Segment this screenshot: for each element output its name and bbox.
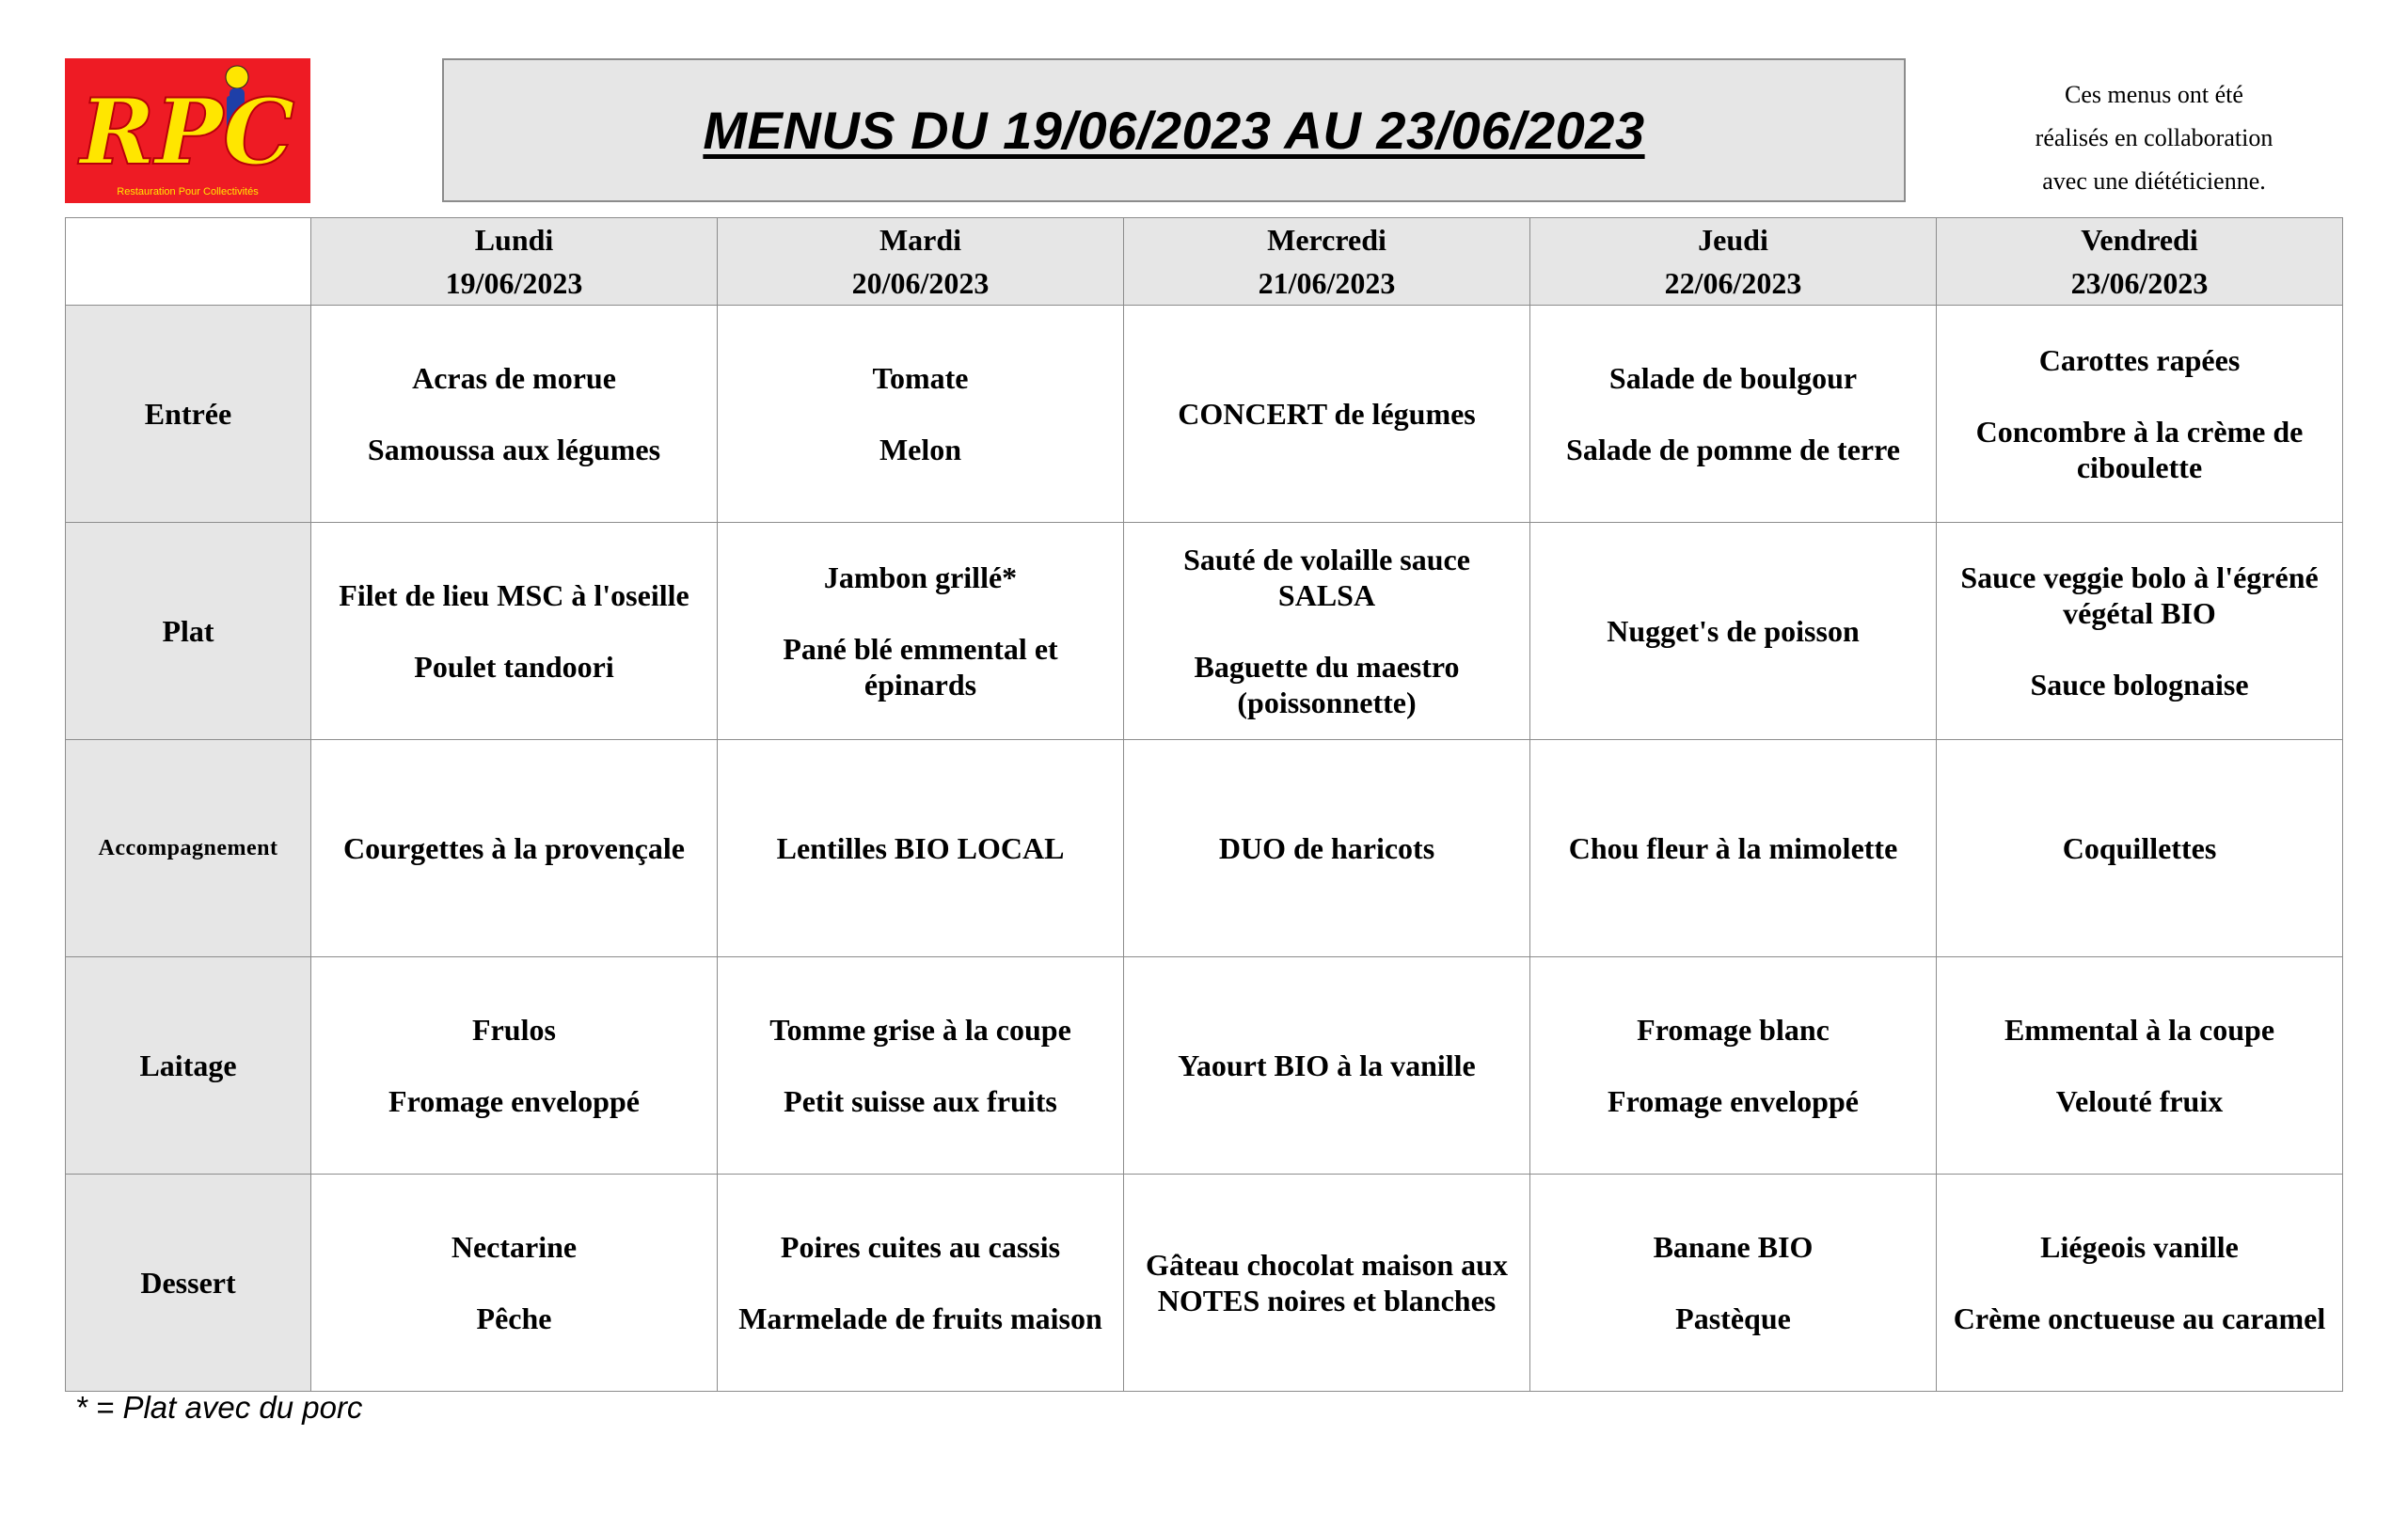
item-gap: [321, 613, 707, 649]
item-gap: [1946, 1265, 2333, 1301]
menu-item: Lentilles BIO LOCAL: [776, 831, 1065, 865]
menu-cell: [311, 306, 718, 523]
day-name: Lundi: [474, 223, 554, 257]
menu-item: Coquillettes: [2062, 831, 2217, 865]
day-header: [311, 218, 718, 306]
menu-cell: [1530, 306, 1937, 523]
day-header: [1530, 218, 1937, 306]
menu-item: Chou fleur à la mimolette: [1568, 831, 1898, 865]
item-gap: [727, 396, 1114, 432]
item-gap: [727, 1265, 1114, 1301]
menu-item: Pastèque: [1675, 1301, 1791, 1335]
menu-item: Poulet tandoori: [414, 650, 614, 684]
menu-item: Melon: [879, 433, 962, 466]
menu-cell: [718, 306, 1124, 523]
menu-item: Filet de lieu MSC à l'oseille: [339, 578, 689, 612]
menu-item: Sauce bolognaise: [2030, 668, 2249, 702]
menu-item: Yaourt BIO à la vanille: [1178, 1049, 1476, 1082]
menu-item: Jambon grillé*: [823, 560, 1018, 594]
menu-row: [66, 306, 2343, 523]
day-date: 22/06/2023: [1664, 266, 1802, 300]
menu-cell: [1124, 523, 1530, 740]
menu-item: CONCERT de légumes: [1178, 397, 1476, 431]
menu-item: Liégeois vanille: [2040, 1230, 2239, 1264]
logo-subtitle: Restauration Pour Collectivités: [117, 186, 259, 197]
menu-cell: [311, 523, 718, 740]
menu-row: [66, 523, 2343, 740]
day-date: 20/06/2023: [851, 266, 990, 300]
day-header: [718, 218, 1124, 306]
menu-row: [66, 740, 2343, 957]
item-gap: [321, 1265, 707, 1301]
menu-item: Marmelade de fruits maison: [738, 1301, 1102, 1335]
menu-cell: [1937, 740, 2343, 957]
logo-letters: RPC: [80, 79, 295, 185]
item-gap: [727, 1048, 1114, 1083]
menu-cell: [311, 740, 718, 957]
menu-item: Fromage blanc: [1637, 1013, 1830, 1047]
menu-cell: [1937, 523, 2343, 740]
menu-row: [66, 957, 2343, 1175]
menu-item: Tomate: [872, 361, 969, 395]
day-name: Vendredi: [2081, 223, 2198, 257]
menu-item: Carottes rapées: [2038, 343, 2241, 377]
day-name: Jeudi: [1698, 223, 1768, 257]
menu-item: Emmental à la coupe: [2004, 1013, 2275, 1047]
menu-cell: [311, 957, 718, 1175]
menu-item: Fromage enveloppé: [388, 1084, 640, 1118]
menu-item: Baguette du maestro (poissonnette): [1194, 650, 1460, 719]
menu-item: Salade de pomme de terre: [1566, 433, 1900, 466]
menu-cell: [718, 523, 1124, 740]
item-gap: [321, 396, 707, 432]
menu-cell: [718, 1175, 1124, 1392]
menu-item: Gâteau chocolat maison aux NOTES noires et blanches: [1146, 1248, 1508, 1317]
day-name: Mardi: [879, 223, 962, 257]
menu-cell: [1124, 957, 1530, 1175]
menu-cell: [718, 957, 1124, 1175]
menu-item: Sauté de volaille sauce SALSA: [1183, 543, 1470, 612]
day-header: [1937, 218, 2343, 306]
menu-cell: [718, 740, 1124, 957]
menu-cell: [1937, 1175, 2343, 1392]
menu-item: Velouté fruix: [2055, 1084, 2224, 1118]
menu-item: DUO de haricots: [1218, 831, 1435, 865]
menu-item: Nectarine: [451, 1230, 578, 1264]
rpc-logo: [65, 58, 310, 203]
menu-item: Nugget's de poisson: [1607, 614, 1860, 648]
item-gap: [1946, 1048, 2333, 1083]
dietitian-note: [1966, 73, 2342, 203]
menu-cell: [1530, 957, 1937, 1175]
menu-cell: [1124, 1175, 1530, 1392]
day-header-row: [66, 218, 2343, 306]
item-gap: [1540, 1265, 1926, 1301]
rpc-logo-mark: [65, 58, 310, 203]
item-gap: [727, 595, 1114, 631]
item-gap: [1540, 1048, 1926, 1083]
course-label: Laitage: [66, 957, 311, 1175]
menu-cell: [1124, 740, 1530, 957]
note-line: réalisés en collaboration: [2035, 124, 2273, 151]
menu-cell: [1937, 957, 2343, 1175]
menu-cell: [1530, 523, 1937, 740]
menu-item: Sauce veggie bolo à l'égréné végétal BIO: [1960, 560, 2319, 630]
course-label: Dessert: [66, 1175, 311, 1392]
menu-cell: [1530, 740, 1937, 957]
note-line: avec une diététicienne.: [2042, 167, 2266, 195]
menu-item: Acras de morue: [412, 361, 616, 395]
corner-cell: [66, 218, 311, 306]
menu-item: Crème onctueuse au caramel: [1953, 1301, 2326, 1335]
menu-table: [65, 217, 2343, 1392]
menu-item: Samoussa aux légumes: [367, 433, 661, 466]
menu-item: Petit suisse aux fruits: [784, 1084, 1057, 1118]
pork-footnote: * = Plat avec du porc: [75, 1390, 363, 1425]
item-gap: [1540, 396, 1926, 432]
day-date: 21/06/2023: [1258, 266, 1396, 300]
day-name: Mercredi: [1267, 223, 1386, 257]
menu-item: Frulos: [472, 1013, 556, 1047]
item-gap: [1946, 631, 2333, 667]
menu-item: Pêche: [476, 1301, 552, 1335]
menu-item: Concombre à la crème de ciboulette: [1975, 415, 2304, 484]
menu-item: Fromage enveloppé: [1608, 1084, 1859, 1118]
menu-item: Salade de boulgour: [1608, 361, 1858, 395]
menu-item: Tomme grise à la coupe: [769, 1013, 1071, 1047]
day-date: 19/06/2023: [445, 266, 583, 300]
menu-item: Courgettes à la provençale: [343, 831, 685, 865]
course-label: Entrée: [66, 306, 311, 523]
item-gap: [321, 1048, 707, 1083]
menu-item: Banane BIO: [1653, 1230, 1814, 1264]
menu-cell: [1124, 306, 1530, 523]
menu-item: Pané blé emmental et épinards: [783, 632, 1058, 702]
page-title: MENUS DU 19/06/2023 AU 23/06/2023: [703, 101, 1645, 160]
note-line: Ces menus ont été: [2065, 81, 2243, 108]
menu-cell: [1937, 306, 2343, 523]
menu-row: [66, 1175, 2343, 1392]
day-date: 23/06/2023: [2070, 266, 2209, 300]
day-header: [1124, 218, 1530, 306]
course-label: Plat: [66, 523, 311, 740]
item-gap: [1946, 378, 2333, 414]
course-label: Accompagnement: [66, 740, 311, 957]
menu-cell: [1530, 1175, 1937, 1392]
menu-item: Poires cuites au cassis: [780, 1230, 1061, 1264]
title-banner: [442, 58, 1906, 202]
item-gap: [1133, 613, 1520, 649]
menu-cell: [311, 1175, 718, 1392]
